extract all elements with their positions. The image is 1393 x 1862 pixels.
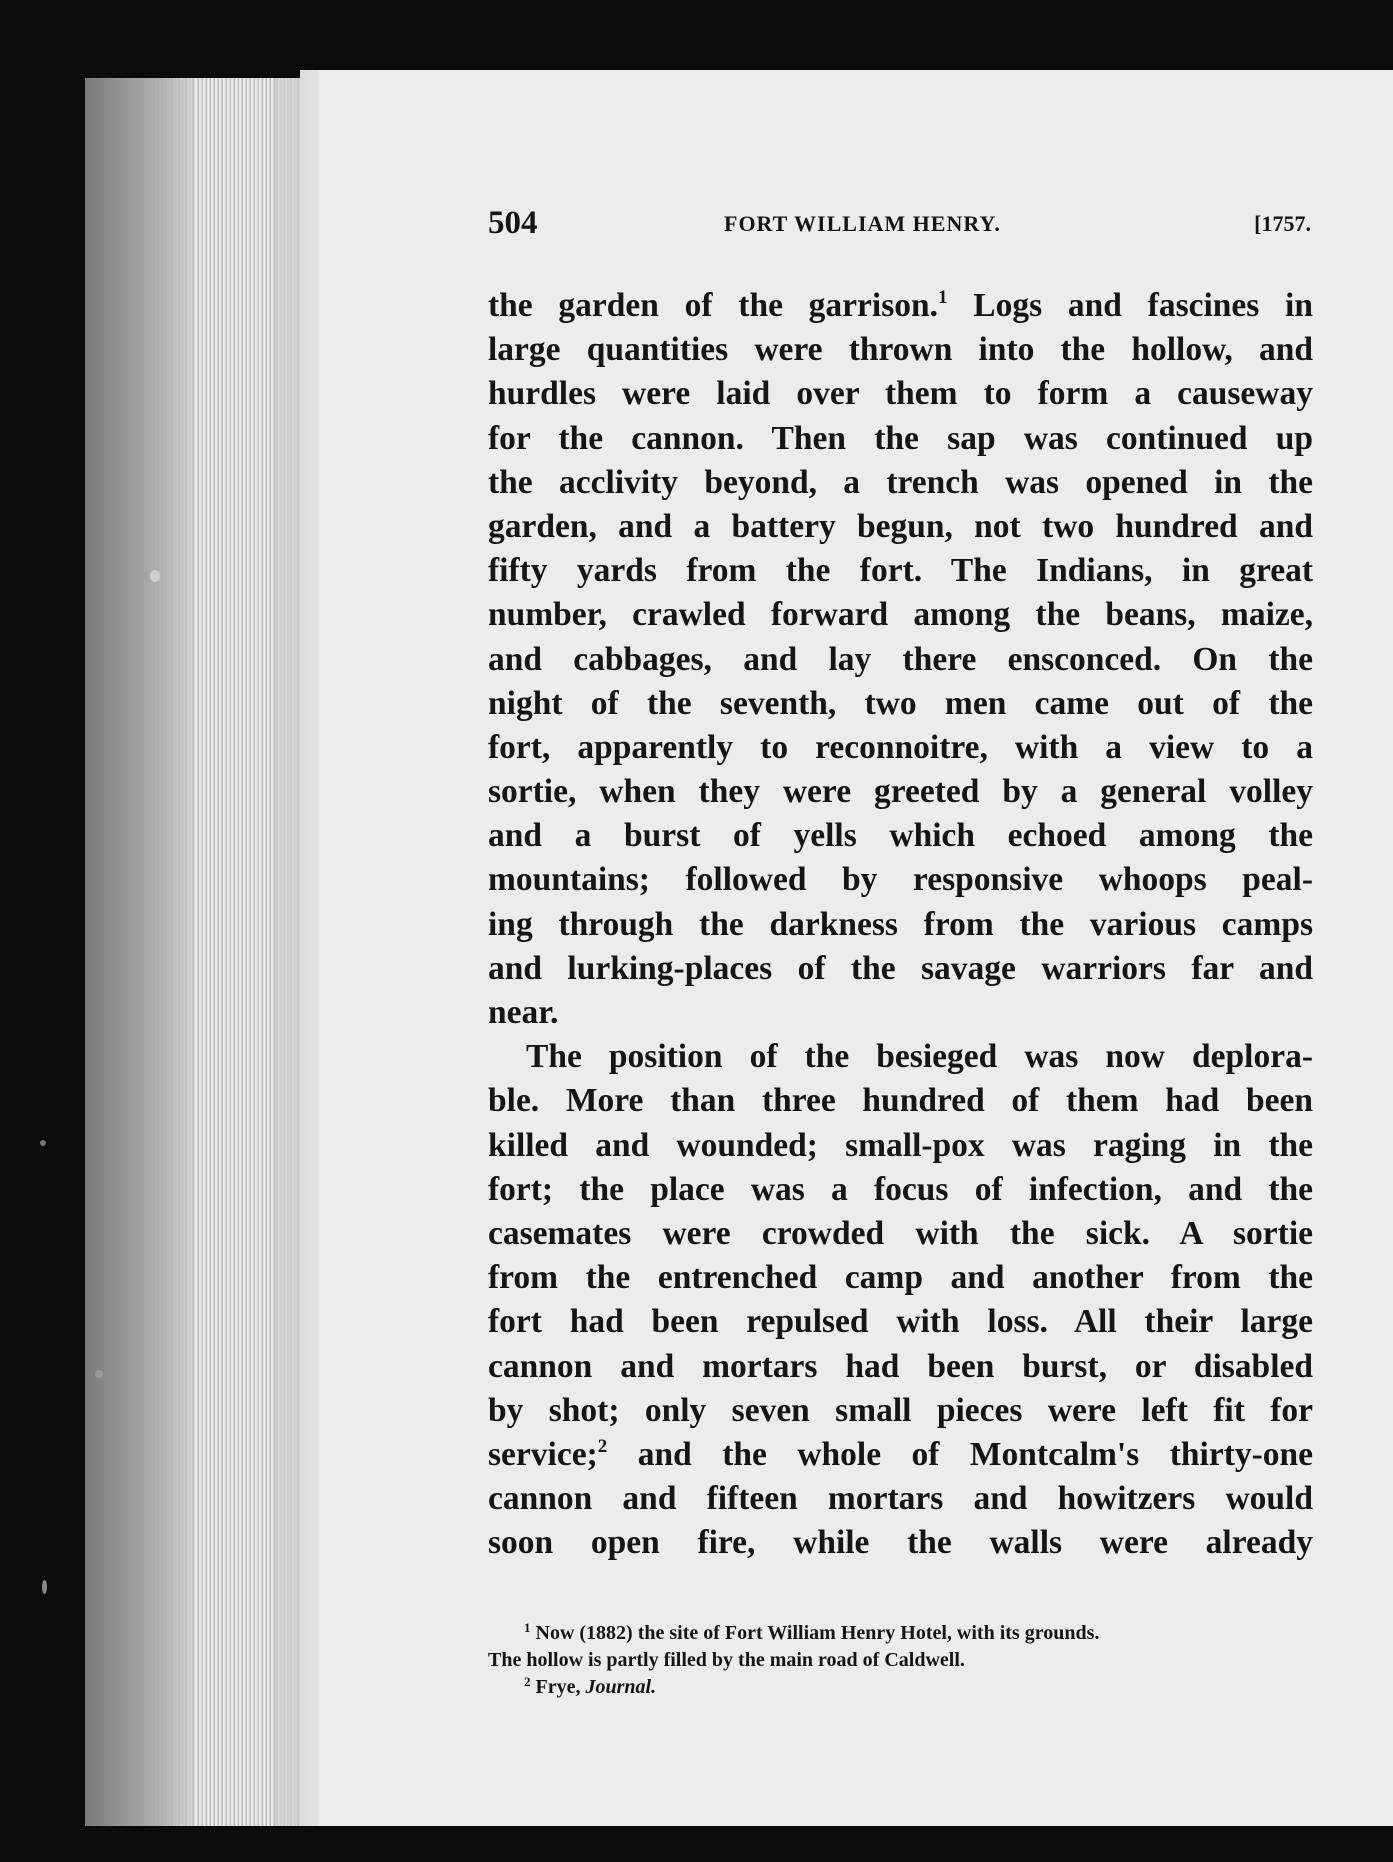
text-line: soon open fire, while the walls were already bbox=[488, 1524, 1313, 1562]
text-line: the acclivity beyond, a trench was opened in the bbox=[488, 463, 1313, 501]
text-line: number, crawled forward among the beans, maize, bbox=[488, 596, 1313, 634]
text-line: the garden of the garrison.$^1$ Logs and fascines in bbox=[488, 287, 1313, 324]
text-line: night of the seventh, two men came out of the bbox=[488, 684, 1313, 722]
text-line: casemates were crowded with the sick. A sortie bbox=[488, 1214, 1313, 1252]
text-line: hurdles were laid over them to form a causeway bbox=[488, 375, 1313, 413]
footnotes bbox=[488, 1620, 1313, 1701]
footnote-1: $^1$ Now (1882) the site of Fort William Henry Hotel, with its grounds. bbox=[524, 1620, 1100, 1644]
footnote-marker: 2 bbox=[524, 1674, 531, 1689]
paragraph-start-line: The position of the besieged was now deplora- bbox=[526, 1038, 1313, 1076]
running-header bbox=[488, 205, 1311, 245]
text-line: service;$^2$ and the whole of Montcalm's thirty-one bbox=[488, 1435, 1314, 1473]
text-line: killed and wounded; small-pox was raging in the bbox=[488, 1126, 1313, 1164]
text-line: near. bbox=[488, 994, 559, 1031]
journal-title: Journal. bbox=[585, 1676, 657, 1698]
text-line: fort; the place was a focus of infection, and the bbox=[488, 1170, 1313, 1208]
book-page-edges bbox=[85, 78, 330, 1828]
text-line: ing through the darkness from the various camps bbox=[488, 905, 1313, 943]
footnote-ref: 2 bbox=[597, 1435, 608, 1457]
text-line: and a burst of yells which echoed among the bbox=[488, 817, 1313, 855]
text-line: ble. More than three hundred of them had been bbox=[488, 1082, 1313, 1120]
header-year: [1757. bbox=[1254, 211, 1311, 236]
footnote-marker: 1 bbox=[524, 1620, 531, 1635]
footnote-1-continued: The hollow is partly filled by the main road of Caldwell. bbox=[488, 1649, 965, 1671]
text-line: and lurking-places of the savage warriors far and bbox=[488, 949, 1313, 987]
page-number: 504 bbox=[488, 205, 538, 241]
footnote-ref: 1 bbox=[938, 287, 948, 308]
text-line: cannon and fifteen mortars and howitzers would bbox=[488, 1480, 1313, 1518]
text-line: fifty yards from the fort. The Indians, in great bbox=[488, 552, 1313, 590]
text-line: for the cannon. Then the sap was continued up bbox=[488, 419, 1313, 457]
text-line: fort had been repulsed with loss. All their large bbox=[488, 1303, 1313, 1341]
text-line: large quantities were thrown into the hollow, and bbox=[488, 331, 1313, 369]
text-line: mountains; followed by responsive whoops peal- bbox=[488, 861, 1313, 899]
text-line: and cabbages, and lay there ensconced. On the bbox=[488, 640, 1313, 678]
body-text bbox=[488, 284, 1313, 1565]
text-line: sortie, when they were greeted by a general volley bbox=[488, 773, 1313, 811]
running-title: FORT WILLIAM HENRY. bbox=[724, 211, 1001, 236]
text-line: from the entrenched camp and another from the bbox=[488, 1259, 1313, 1297]
text-line: cannon and mortars had been burst, or disabled bbox=[488, 1347, 1313, 1385]
scan-bottom-edge bbox=[85, 1826, 1393, 1862]
text-line: fort, apparently to reconnoitre, with a view to a bbox=[488, 728, 1313, 766]
text-line: by shot; only seven small pieces were left fit for bbox=[488, 1391, 1313, 1429]
text-line: garden, and a battery begun, not two hundred and bbox=[488, 507, 1313, 545]
footnote-2: $^2$ Frye, Journal. bbox=[524, 1674, 657, 1698]
